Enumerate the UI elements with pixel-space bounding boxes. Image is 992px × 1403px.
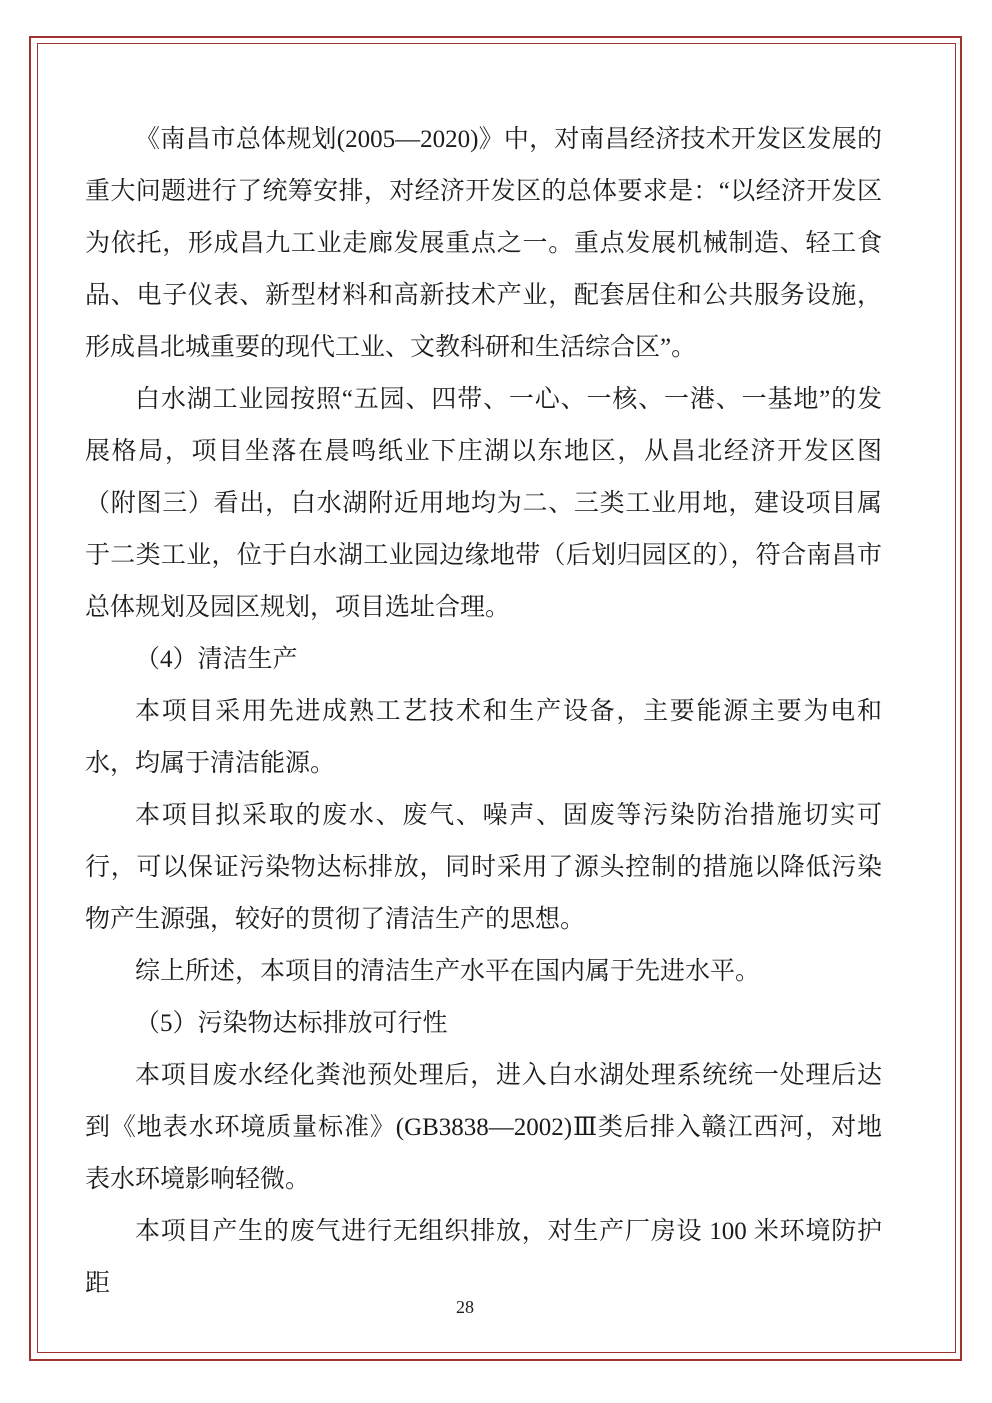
- paragraph: 白水湖工业园按照“五园、四带、一心、一核、一港、一基地”的发展格局，项目坐落在晨鸣纸业下庄湖以东地区，从昌北经济开发区图（附图三）看出，白水湖附近用地均为二、三类工业用地，建设项目属于二类工业，位于白水湖工业园边缘地带（后划归园区的），符合南昌市总体规划及园区规划，项目选址合理。: [85, 386, 882, 621]
- paragraph: （5）污染物达标排放可行性: [135, 1010, 448, 1037]
- paragraph: 本项目废水经化粪池预处理后，进入白水湖处理系统统一处理后达到《地表水环境质量标准》(GB3838—2002)Ⅲ类后排入赣江西河，对地表水环境影响轻微。: [85, 1062, 882, 1193]
- document-content: [85, 114, 882, 1310]
- paragraph: 本项目采用先进成熟工艺技术和生产设备，主要能源主要为电和水，均属于清洁能源。: [85, 698, 882, 777]
- paragraph: 综上所述，本项目的清洁生产水平在国内属于先进水平。: [135, 958, 761, 985]
- paragraph: 本项目拟采取的废水、废气、噪声、固废等污染防治措施切实可行，可以保证污染物达标排放，同时采用了源头控制的措施以降低污染物产生源强，较好的贯彻了清洁生产的思想。: [85, 802, 882, 933]
- paragraph: 本项目产生的废气进行无组织排放，对生产厂房设 100 米环境防护距: [85, 1218, 882, 1297]
- paragraph: （4）清洁生产: [135, 646, 298, 673]
- paragraph: 《南昌市总体规划(2005—2020)》中，对南昌经济技术开发区发展的重大问题进行了统筹安排，对经济开发区的总体要求是：“以经济开发区为依托，形成昌九工业走廊发展重点之一。重点发展机械制造、轻工食品、电子仪表、新型材料和高新技术产业，配套居住和公共服务设施，形成昌北城重要的现代工业、文教科研和生活综合区”。: [85, 126, 882, 361]
- page-number: 28: [456, 1297, 474, 1317]
